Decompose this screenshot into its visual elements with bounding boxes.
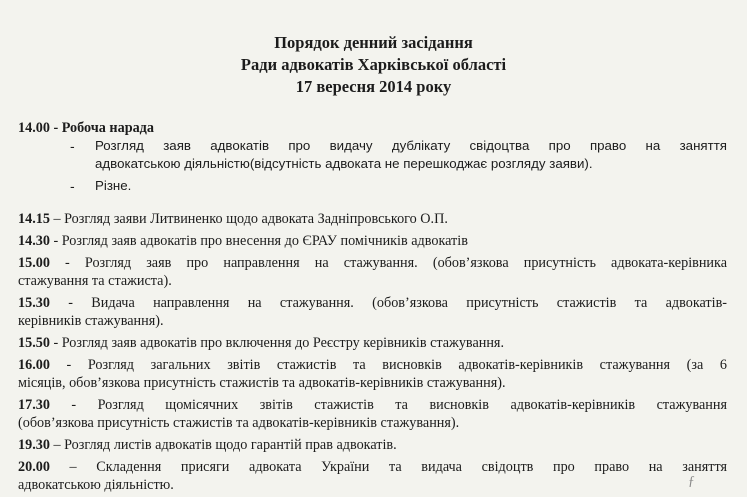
agenda-item-7-cont: (обов’язкова присутність стажистів та адвокатів-керівників стажування). (18, 415, 460, 431)
item-text: – Складення присяги адвоката України та видача свідоцтв про право на заняття (49, 459, 727, 475)
agenda-item-6-cont: місяців, обов’язкова присутність стажистів та адвокатів-керівників стажування). (18, 375, 506, 391)
meeting-sub1-line2: адвокатською діяльністю(відсутність адвоката не перешкоджає розгляду заяви). (95, 156, 593, 171)
meeting-sub2: Різне. (95, 178, 132, 193)
item-time: 17.30 (18, 397, 50, 413)
item-text: - Розгляд заяв про направлення на стажування. (обов’язкова присутність адвоката-керівника (49, 255, 727, 271)
meeting-sub1-line1: Розгляд заяв адвокатів про видачу дублікату свідоцтва про право на заняття (95, 138, 727, 153)
agenda-item-5 (18, 334, 504, 352)
sub1-dash: - (70, 138, 75, 154)
item-time: 15.00 (18, 255, 50, 271)
item-text: - Розгляд щомісячних звітів стажистів та висновків адвокатів-керівників стажування (49, 397, 727, 413)
meeting-heading (18, 119, 154, 137)
item-text: – Розгляд заяви Литвиненко щодо адвоката Задніпровського О.П. (49, 211, 448, 227)
meeting-label: - Робоча нарада (53, 120, 154, 136)
agenda-item-1 (18, 210, 448, 228)
margin-mark: ƒ (688, 474, 695, 489)
item-text: - Розгляд заяв адвокатів про внесення до ЄРАУ помічників адвокатів (49, 233, 468, 249)
item-text: - Розгляд заяв адвокатів про включення до Реєстру керівників стажування. (49, 335, 505, 351)
meeting-time: 14.00 (18, 120, 50, 136)
agenda-item-4 (18, 294, 727, 312)
agenda-item-9 (18, 458, 727, 476)
item-time: 14.30 (18, 233, 50, 249)
item-time: 20.00 (18, 459, 50, 475)
item-text: - Розгляд загальних звітів стажистів та висновків адвокатів-керівників стажування (за 6 (49, 357, 727, 373)
agenda-item-8 (18, 436, 397, 454)
item-text: – Розгляд листів адвокатів щодо гарантій прав адвокатів. (49, 437, 397, 453)
agenda-item-6 (18, 356, 727, 374)
document-title: Порядок денний засідання (274, 33, 473, 52)
council-name: Ради адвокатів Харківської області (240, 55, 507, 74)
agenda-item-4-cont: керівників стажування). (18, 313, 164, 329)
item-time: 16.00 (18, 357, 50, 373)
agenda-item-9-cont: адвокатською діяльністю. (18, 477, 174, 493)
item-time: 15.50 (18, 335, 50, 351)
agenda-item-2 (18, 232, 468, 250)
item-time: 19.30 (18, 437, 50, 453)
meeting-date: 17 вересня 2014 року (295, 77, 452, 96)
agenda-item-7 (18, 396, 727, 414)
item-time: 15.30 (18, 295, 50, 311)
agenda-item-3 (18, 254, 727, 272)
item-time: 14.15 (18, 211, 50, 227)
sub2-dash: - (70, 178, 75, 194)
item-text: - Видача направлення на стажування. (обов’язкова присутність стажистів та адвокатів- (49, 295, 727, 311)
agenda-item-3-cont: стажування та стажиста). (18, 273, 172, 289)
